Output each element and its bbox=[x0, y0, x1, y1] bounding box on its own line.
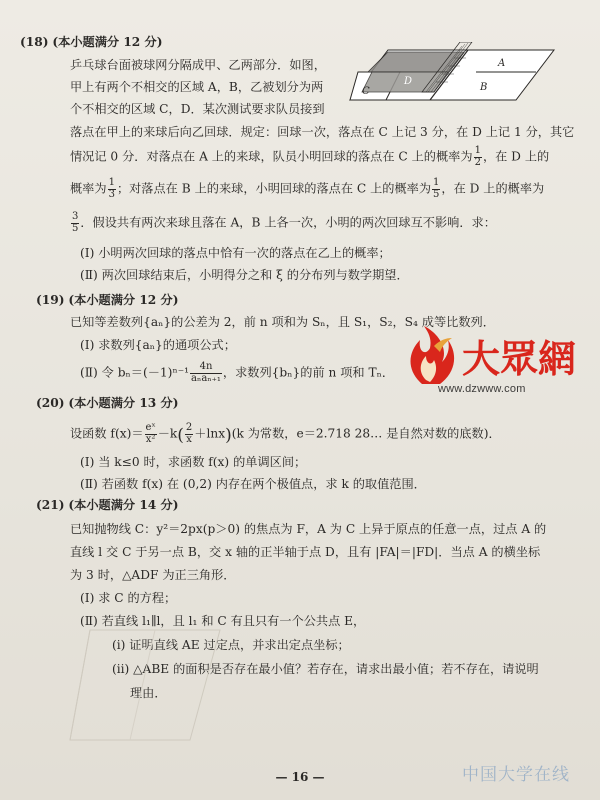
q20-fraction-1 bbox=[145, 423, 157, 445]
q19-fraction bbox=[190, 362, 222, 384]
q18-line-1: 乒乓球台面被球网分隔成甲、乙两部分．如图， bbox=[70, 58, 326, 72]
label-b: B bbox=[480, 82, 488, 93]
q18-sub-1: (Ⅰ) 小明两次回球的落点中恰有一次的落点在乙上的概率； bbox=[80, 246, 391, 260]
frac-denominator: x² bbox=[145, 433, 156, 445]
frac-numerator: 2 bbox=[185, 422, 193, 433]
frac-denominator: x bbox=[186, 433, 192, 445]
q18-line-5 bbox=[70, 146, 549, 168]
q18-line-7-text: ．假设共有两次来球且落在 A，B 上各一次，小明的两次回球互不影响．求： bbox=[80, 215, 496, 230]
open-paren: ( bbox=[177, 425, 184, 446]
close-paren: ) bbox=[225, 425, 232, 446]
q18-line-6-mid: ；对落点在 B 上的来球，小明回球的落点在 C 上的概率为 bbox=[116, 181, 432, 196]
q20-score-tag: (本小题满分 13 分) bbox=[68, 396, 179, 410]
q18-line-5-tail: ，在 D 上的 bbox=[482, 149, 550, 164]
dazhong-logo bbox=[400, 326, 590, 386]
q21-sub-2-ii: (ⅱ) △ABE 的面积是否存在最小值？若存在，请求出最小值；若不存在，请说明 bbox=[112, 662, 539, 676]
frac-numerator: 3 bbox=[72, 211, 79, 222]
q19-line-1: 已知等差数列{aₙ}的公差为 2，前 n 项和为 Sₙ，且 S₁，S₂，S₄ 成等比数列． bbox=[70, 315, 495, 329]
q21-sub-2-i: (ⅰ) 证明直线 AE 过定点，并求出定点坐标； bbox=[112, 638, 350, 652]
frac-numerator: eˣ bbox=[145, 422, 156, 433]
frac-denominator: 5 bbox=[72, 222, 79, 234]
frac-numerator: 1 bbox=[108, 177, 115, 188]
q18-score-tag: (本小题满分 12 分) bbox=[52, 35, 163, 49]
q20-fraction-2 bbox=[185, 423, 193, 445]
page-number: — 16 — bbox=[275, 770, 325, 784]
flame-icon bbox=[411, 326, 455, 384]
q18-fraction-1 bbox=[474, 146, 482, 168]
q18-line-7 bbox=[70, 212, 496, 234]
q18-line-6 bbox=[70, 178, 544, 200]
frac-numerator: 1 bbox=[433, 177, 440, 188]
q20-line-1 bbox=[70, 423, 501, 447]
q19-sub-2 bbox=[80, 362, 394, 384]
q18-fraction-2 bbox=[108, 178, 116, 200]
q20-func-lead: 设函数 f(x)＝ bbox=[70, 426, 144, 441]
q21-sub-2: (Ⅱ) 若直线 l₁∥l，且 l₁ 和 C 有且只有一个公共点 E， bbox=[80, 614, 366, 628]
frac-denominator: 2 bbox=[474, 156, 481, 168]
q21-sub-2-ii-cont: 理由． bbox=[130, 686, 167, 700]
frac-numerator: 1 bbox=[474, 145, 481, 156]
q18-heading bbox=[20, 35, 162, 51]
q19-score-tag: (本小题满分 12 分) bbox=[68, 293, 179, 307]
logo-url: www.dzwww.com bbox=[438, 383, 526, 395]
bleed-through-figure bbox=[60, 620, 240, 750]
q18-line-6-tail: ，在 D 上的概率为 bbox=[441, 181, 545, 196]
frac-numerator: 4n bbox=[190, 362, 222, 374]
ping-pong-table-diagram bbox=[348, 42, 560, 106]
q21-number: (21) bbox=[36, 498, 65, 512]
q20-number: (20) bbox=[36, 396, 65, 410]
bottom-watermark: 中国大学在线 bbox=[462, 765, 570, 785]
q18-line-3: 个不相交的区域 C，D．某次测试要求队员接到 bbox=[70, 102, 325, 116]
q18-fraction-4 bbox=[71, 212, 79, 234]
frac-denominator: aₙaₙ₊₁ bbox=[191, 372, 221, 384]
q21-line-1: 已知抛物线 C：y²＝2px(p＞0) 的焦点为 F，A 为 C 上异于原点的任意一点，过点 A 的 bbox=[70, 522, 547, 536]
q19-sub-1: (Ⅰ) 求数列{aₙ}的通项公式； bbox=[80, 338, 236, 352]
q18-line-2: 甲上有两个不相交的区域 A，B，乙被划分为两 bbox=[70, 80, 324, 94]
label-a: A bbox=[498, 58, 506, 69]
q18-fraction-3 bbox=[432, 178, 440, 200]
label-d: D bbox=[404, 76, 413, 87]
q19-number: (19) bbox=[36, 293, 65, 307]
label-c: C bbox=[362, 86, 370, 97]
q19-sub-2-tail: ，求数列{bₙ}的前 n 项和 Tₙ． bbox=[222, 365, 395, 380]
q20-sub-1: (Ⅰ) 当 k≤0 时，求函数 f(x) 的单调区间； bbox=[80, 455, 307, 469]
q18-line-4: 落点在甲上的来球后向乙回球．规定：回球一次，落点在 C 上记 3 分，在 D 上记 1 分，其它 bbox=[70, 125, 575, 139]
q21-line-3: 为 3 时，△ADF 为正三角形． bbox=[70, 568, 236, 582]
q19-sub-2-lead: (Ⅱ) 令 bₙ＝(－1)ⁿ⁻¹ bbox=[80, 365, 190, 380]
q18-line-5-text: 情况记 0 分．对落点在 A 上的来球，队员小明回球的落点在 C 上的概率为 bbox=[70, 149, 473, 164]
q18-line-6-text: 概率为 bbox=[70, 181, 107, 196]
frac-denominator: 5 bbox=[433, 188, 440, 200]
q18-sub-2: (Ⅱ) 两次回球结束后，小明得分之和 ξ 的分布列与数学期望． bbox=[80, 268, 409, 282]
q20-func-ln: ＋lnx bbox=[194, 426, 226, 441]
q21-heading bbox=[36, 498, 178, 514]
q21-sub-1: (Ⅰ) 求 C 的方程； bbox=[80, 591, 177, 605]
q21-score-tag: (本小题满分 14 分) bbox=[68, 498, 179, 512]
q18-number: (18) bbox=[20, 35, 49, 49]
q21-line-2: 直线 l 交 C 于另一点 B，交 x 轴的正半轴于点 D，且有 |FA|＝|FD|．当点 A 的横坐标 bbox=[70, 545, 541, 559]
q19-heading bbox=[36, 293, 178, 309]
q20-func-tail: (k 为常数，e＝2.718 28… 是自然对数的底数)． bbox=[231, 426, 501, 441]
q20-heading bbox=[36, 396, 178, 412]
logo-text: 大眾網 bbox=[462, 337, 577, 381]
q20-sub-2: (Ⅱ) 若函数 f(x) 在 (0,2) 内存在两个极值点，求 k 的取值范围． bbox=[80, 477, 426, 491]
frac-denominator: 3 bbox=[108, 188, 115, 200]
q20-func-k: －k bbox=[157, 426, 178, 441]
